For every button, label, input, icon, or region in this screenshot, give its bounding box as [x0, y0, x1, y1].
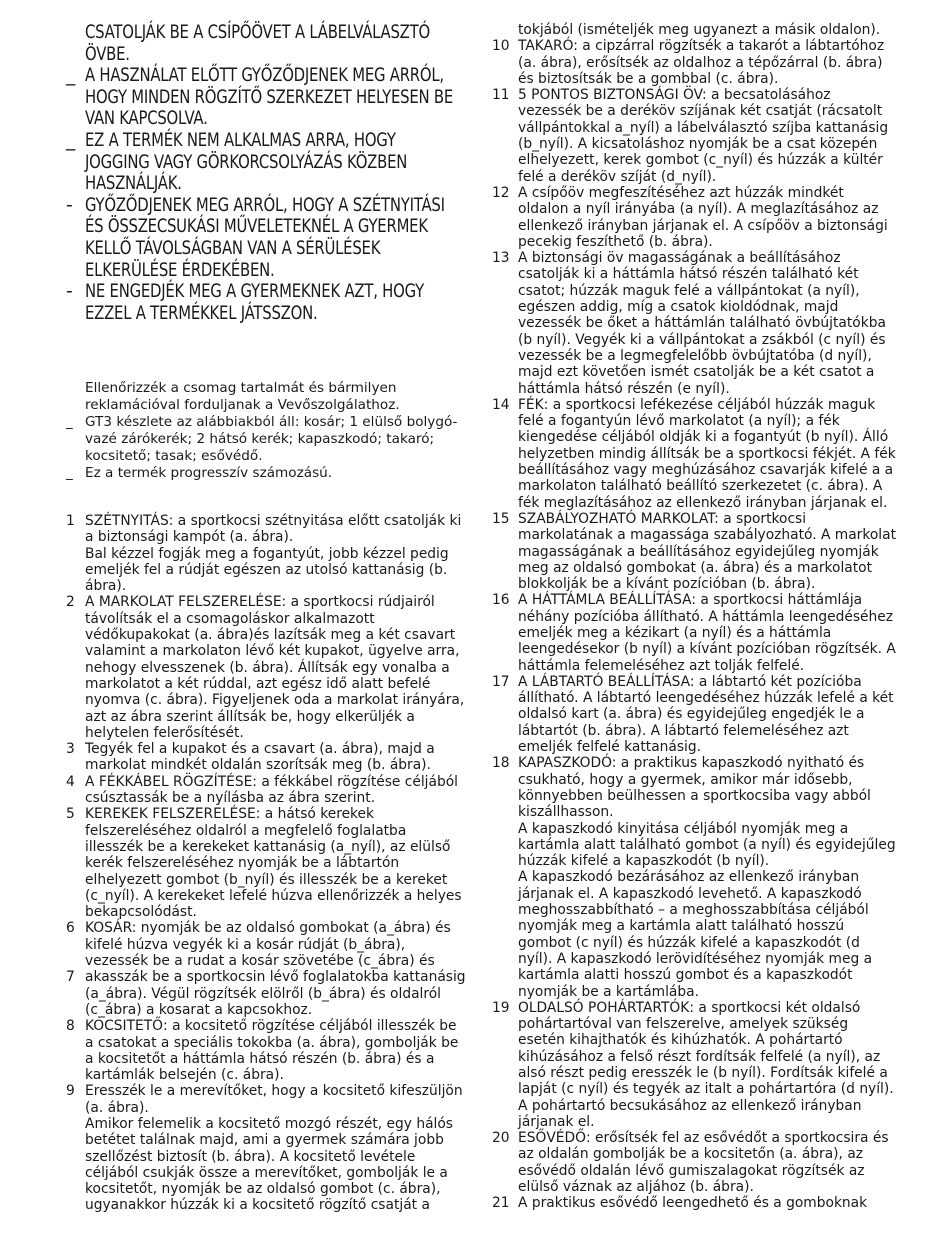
warning-text: CSATOLJÁK BE A CSÍPŐÖVET A LÁBELVÁLASZTÓ ÖVBE.: [85, 22, 430, 65]
warning-text: EZ A TERMÉK NEM ALKALMAS ARRA, HOGY JOGGING VAGY GÖRKORCSOLYÁZÁS KÖZBEN HASZNÁLJÁK.: [85, 129, 408, 195]
item-text: ESŐVÉDŐ: erősítsék fel az esővédőt a sportkocsira és az oldalán gombolják be a kocsitetőn (a. ábra), az esővédő oldalán lévő gumiszalagokat rögzítsék az elülső váznak az aljához (b. ábra).: [518, 1130, 889, 1196]
numbered-item: [492, 1195, 897, 1211]
numbered-item: [492, 511, 897, 592]
continued-text: [492, 22, 897, 38]
warning-marker: _: [66, 65, 75, 87]
numbered-item: [492, 38, 897, 87]
warning-item: [66, 130, 486, 195]
warning-item: [66, 281, 486, 324]
item-number: 18: [492, 755, 510, 772]
numbered-item: [66, 741, 466, 774]
intro-marker: _: [66, 414, 73, 430]
numbered-item: [66, 1083, 466, 1213]
warning-item: [66, 22, 486, 65]
numbered-item: [492, 755, 897, 999]
numbered-item: [492, 397, 897, 511]
numbered-item: [66, 1018, 466, 1083]
item-text: A csípőöv megfeszítéséhez azt húzzák mindkét oldalon a nyíl irányába (a nyíl). A meglazításához az ellenkező irányban járjanak el. A csípőöv a biztonsági pecekig feszíthető (b. ábra).: [518, 184, 888, 250]
item-text: A HÁTTÁMLA BEÁLLÍTÁSA: a sportkocsi háttámlája néhány pozícióba állítható. A háttámla leengedéséhez emeljék meg a kézikart (a nyíl) és a háttámla leengedésekor (b nyíl) a kívánt pozícióban rögzítsék. A háttámla felemeléséhez azt tolják felfelé.: [518, 592, 896, 674]
intro-text: GT3 készlete az alábbiakból áll: kosár; 1 elülső bolygó-vazé zárókerék; 2 hátsó kerék; kapaszkodó; takaró; kocsitető; tasak; esővédő.: [85, 414, 458, 464]
numbered-item: [66, 969, 466, 1018]
item-text: KAPASZKODÓ: a praktikus kapaszkodó nyitható és csukható, hogy a gyermek, amikor már idősebb, könnyebben beülhessen a sportkocsiba vagy abból kiszállhasson. A kapaszkodó kinyitása céljából nyomják meg a kartámla alatt található gombot (a nyíl) és egyidejűleg húzzák kifelé a kapaszkodót (b nyíl). A kapaszkodó bezárásához az ellenkező irányban járjanak el. A kapaszkodó levehető. A kapaszkodó meghosszabbítható – a meghosszabbítása céljából nyomják meg a kartámla alatt található hosszú gombot (c nyíl) és húzzák kifelé a kapaszkodót (d nyíl). A kapaszkodó lerövidítéséhez nyomják meg a kartámla alatti hosszú gombot és a kapaszkodót nyomják be a kartámlába.: [518, 755, 896, 1000]
item-number: 21: [492, 1195, 510, 1212]
instructions-right: [492, 22, 897, 1212]
item-text: KOSÁR: nyomják be az oldalsó gombokat (a_ábra) és kifelé húzva vegyék ki a kosár rúdját (b_ábra), vezessék be a rudat a kosár szövetébe (c_ábra) és: [85, 920, 451, 970]
intro-text: Ellenőrizzék a csomag tartalmát és bármilyen reklamációval forduljanak a Vevőszolgálathoz.: [85, 380, 400, 413]
continued-text-content: tokjából (ismételjék meg ugyanezt a másik oldalon).: [518, 22, 881, 38]
intro-section: [66, 380, 466, 482]
numbered-item: [492, 674, 897, 755]
item-number: 11: [492, 87, 510, 104]
item-number: 17: [492, 673, 510, 690]
intro-marker: _: [66, 465, 73, 481]
item-number: 3: [66, 741, 75, 758]
warning-marker: -: [66, 281, 73, 303]
item-text: A praktikus esővédő leengedhető és a gomboknak: [518, 1195, 868, 1212]
item-text: FÉK: a sportkocsi lefékezése céljából húzzák maguk felé a fogantyún lévő markolatot (a nyíl); a fék kiengedése céljából oldják ki a fogantyút (b nyíl). Álló helyzetben mindig állítsák be a sportkocsi fékjét. A fék beállításához vagy meghúzásához csavarják kifelé a a markolaton található beállító szerkezetet (c. ábra). A fék meglazításához az ellenkező irányban járjanak el.: [518, 396, 896, 511]
item-text: KEREKEK FELSZERELÉSE: a hátsó kerekek felszereléséhez oldalról a megfelelő foglalatba illesszék be a kerekeket kattanásig (a_nyíl), az elülső kerék felszereléséhez nyomják be a lábtartón elhelyezett gombot (b_nyíl) és illesszék be a kereket (c_nyíl). A kerekeket lefelé húzva ellenőrizzék a helyes bekapcsolódást.: [85, 806, 462, 921]
item-text: A FÉKKÁBEL RÖGZÍTÉSE: a fékkábel rögzítése céljából csúsztassák be a nyílásba az ábra szerint.: [85, 773, 459, 807]
item-number: 4: [66, 773, 75, 790]
numbered-item: [492, 87, 897, 185]
warnings-section: [66, 22, 486, 324]
item-number: 10: [492, 38, 510, 55]
item-number: 14: [492, 396, 510, 413]
intro-item: [66, 414, 466, 465]
intro-item: [66, 380, 466, 414]
item-text: SZÉTNYITÁS: a sportkocsi szétnyitása előtt csatolják ki a biztonsági kampót (a. ábra). Bal kézzel fogják meg a fogantyút, jobb kézzel pedig emeljék fel a rúdját egészen az utolsó kattanásig (b. ábra).: [85, 513, 462, 595]
item-text: TAKARÓ: a cipzárral rögzítsék a takarót a lábtartóhoz (a. ábra), erősítsék az oldalhoz a tépőzárral (b. ábra) és biztosítsák be a gombbal (c. ábra).: [518, 38, 885, 87]
numbered-item: [492, 185, 897, 250]
intro-item: [66, 465, 466, 482]
item-text: Eresszék le a merevítőket, hogy a kocsitető kifeszüljön (a. ábra). Amikor felemelik a kocsitető mozgó részét, egy hálós betétet találnak majd, ami a gyermek számára jobb szellőzést biztosít (b. ábra). A kocsitető levétele céljából csukják össze a merevítőket, gombolják le a kocsitetőt, nyomják be az oldalsó gombot (c. ábra), ugyanakkor húzzák ki a kocsitető rögzítő csatját a: [85, 1083, 463, 1214]
numbered-item: [66, 594, 466, 741]
item-number: 5: [66, 806, 75, 823]
numbered-item: [66, 513, 466, 594]
warning-marker: -: [66, 194, 73, 216]
numbered-item: [492, 592, 897, 673]
warning-text: NE ENGEDJÉK MEG A GYERMEKNEK AZT, HOGY EZZEL A TERMÉKKEL JÁTSSZON.: [85, 281, 424, 324]
item-text: SZABÁLYOZHATÓ MARKOLAT: a sportkocsi markolatának a magassága szabályozható. A markolat magasságának a beállításához egyidejűleg nyomják meg az oldalsó gombokat (a. ábra) és a markolatot blokkolják be a kívánt pozícióban (b. ábra).: [518, 510, 896, 593]
item-text: A MARKOLAT FELSZERELÉSE: a sportkocsi rúdjairól távolítsák el a csomagoláskor alkalmazott védőkupakokat (a. ábra)és lazítsák meg a két csavart valamint a markolaton lévő két kupakot, ügyelve arra, nehogy elvesszenek (b. ábra). Állítsák egy vonalba a markolatot a két rúddal, azt egész idő alatt befelé nyomva (c. ábra). Figyeljenek oda a markolat irányára, azt az ábra szerint állítsák be, hogy elkerüljék a helytelen felerősítését.: [85, 594, 465, 741]
numbered-item: [66, 806, 466, 920]
item-number: 7: [66, 969, 75, 986]
intro-text: Ez a termék progresszív számozású.: [85, 465, 333, 481]
warning-item: [66, 195, 486, 281]
item-number: 2: [66, 594, 75, 611]
warning-text: A HASZNÁLAT ELŐTT GYŐZŐDJENEK MEG ARRÓL, HOGY MINDEN RÖGZÍTŐ SZERKEZET HELYESEN BE VAN KAPCSOLVA.: [85, 65, 453, 130]
item-number: 12: [492, 184, 510, 201]
item-number: 15: [492, 510, 510, 527]
item-text: KOCSITETŐ: a kocsitető rögzítése céljából illesszék be a csatokat a speciális tokokba (a. ábra), gombolják be a kocsitetőt a háttámla hátsó részén (b. ábra) és a kartámlák belsején (c. ábra).: [85, 1018, 459, 1084]
numbered-item: [66, 920, 466, 969]
warning-item: [66, 65, 486, 130]
item-text: akasszák be a sportkocsin lévő foglalatokba kattanásig (a_ábra). Végül rögzítsék elölről (b_ábra) és oldalról (c_ábra) a kosarat a kapcsokhoz.: [85, 969, 466, 1018]
item-text: A LÁBTARTÓ BEÁLLÍTÁSA: a lábtartó két pozícióba állítható. A lábtartó leengedéséhez húzzák lefelé a két oldalsó kart (a. ábra) és egyidejűleg engedjék le a lábtartót (b. ábra). A lábtartó felemeléséhez azt emeljék felfelé kattanásig.: [518, 673, 894, 756]
item-number: 6: [66, 920, 75, 937]
item-number: 19: [492, 999, 510, 1016]
item-number: 1: [66, 513, 75, 529]
instructions-left: [66, 513, 466, 1214]
numbered-item: [66, 774, 466, 807]
item-text: Tegyék fel a kupakot és a csavart (a. ábra), majd a markolat mindkét oldalán szorítsák meg (b. ábra).: [85, 741, 435, 774]
item-number: 9: [66, 1083, 75, 1100]
item-number: 20: [492, 1130, 510, 1147]
item-text: 5 PONTOS BIZTONSÁGI ÖV: a becsatolásához vezessék be a deréköv szíjának két csatját (rácsatolt vállpántokkal a_nyíl) a lábelválasztó szíjba kattanásig (b_nyíl). A kicsatoláshoz nyomják be a csat közepén elhelyezett, kerek gombot (c_nyíl) és húzzák a kültér felé a deréköv szíját (d_nyíl).: [518, 87, 889, 185]
numbered-item: [492, 1130, 897, 1195]
numbered-item: [492, 1000, 897, 1130]
item-number: 8: [66, 1018, 75, 1035]
warning-text: GYŐZŐDJENEK MEG ARRÓL, HOGY A SZÉTNYITÁSI ÉS ÖSSZECSUKÁSI MŰVELETEKNÉL A GYERMEK KELLŐ TÁVOLSÁGBAN VAN A SÉRÜLÉSEK ELKERÜLÉSE ÉRDEKÉBEN.: [85, 194, 445, 281]
item-number: 16: [492, 592, 510, 609]
item-number: 13: [492, 250, 510, 267]
numbered-item: [492, 250, 897, 397]
warning-marker: _: [66, 129, 75, 151]
item-text: OLDALSÓ POHÁRTARTÓK: a sportkocsi két oldalsó pohártartóval van felszerelve, amelyek szükség esetén kihajthatók és kihúzhatók. A pohártartó kihúzásához a felső részt fordítsák felfelé (a nyíl), az alsó részt pedig eresszék le (b nyíl). Fordítsák kifelé a lapját (c nyíl) és tegyék az italt a pohártartóra (d nyíl). A pohártartó becsukásához az ellenkező irányban járjanak el.: [518, 999, 894, 1130]
item-text: A biztonsági öv magasságának a beállításához csatolják ki a háttámla hátsó részén található két csatot; húzzák maguk felé a vállpántokat (a nyíl), egészen addig, míg a csatok kioldódnak, majd vezessék be őket a háttámlán található övbújtatókba (b nyíl). Vegyék ki a vállpántokat a zsákból (c nyíl) és vezessék be a legmegfelelőbb övbújtatóba (d nyíl), majd ezt követően ismét csatolják be a két csatot a háttámla hátsó részén (e nyíl).: [518, 250, 886, 397]
